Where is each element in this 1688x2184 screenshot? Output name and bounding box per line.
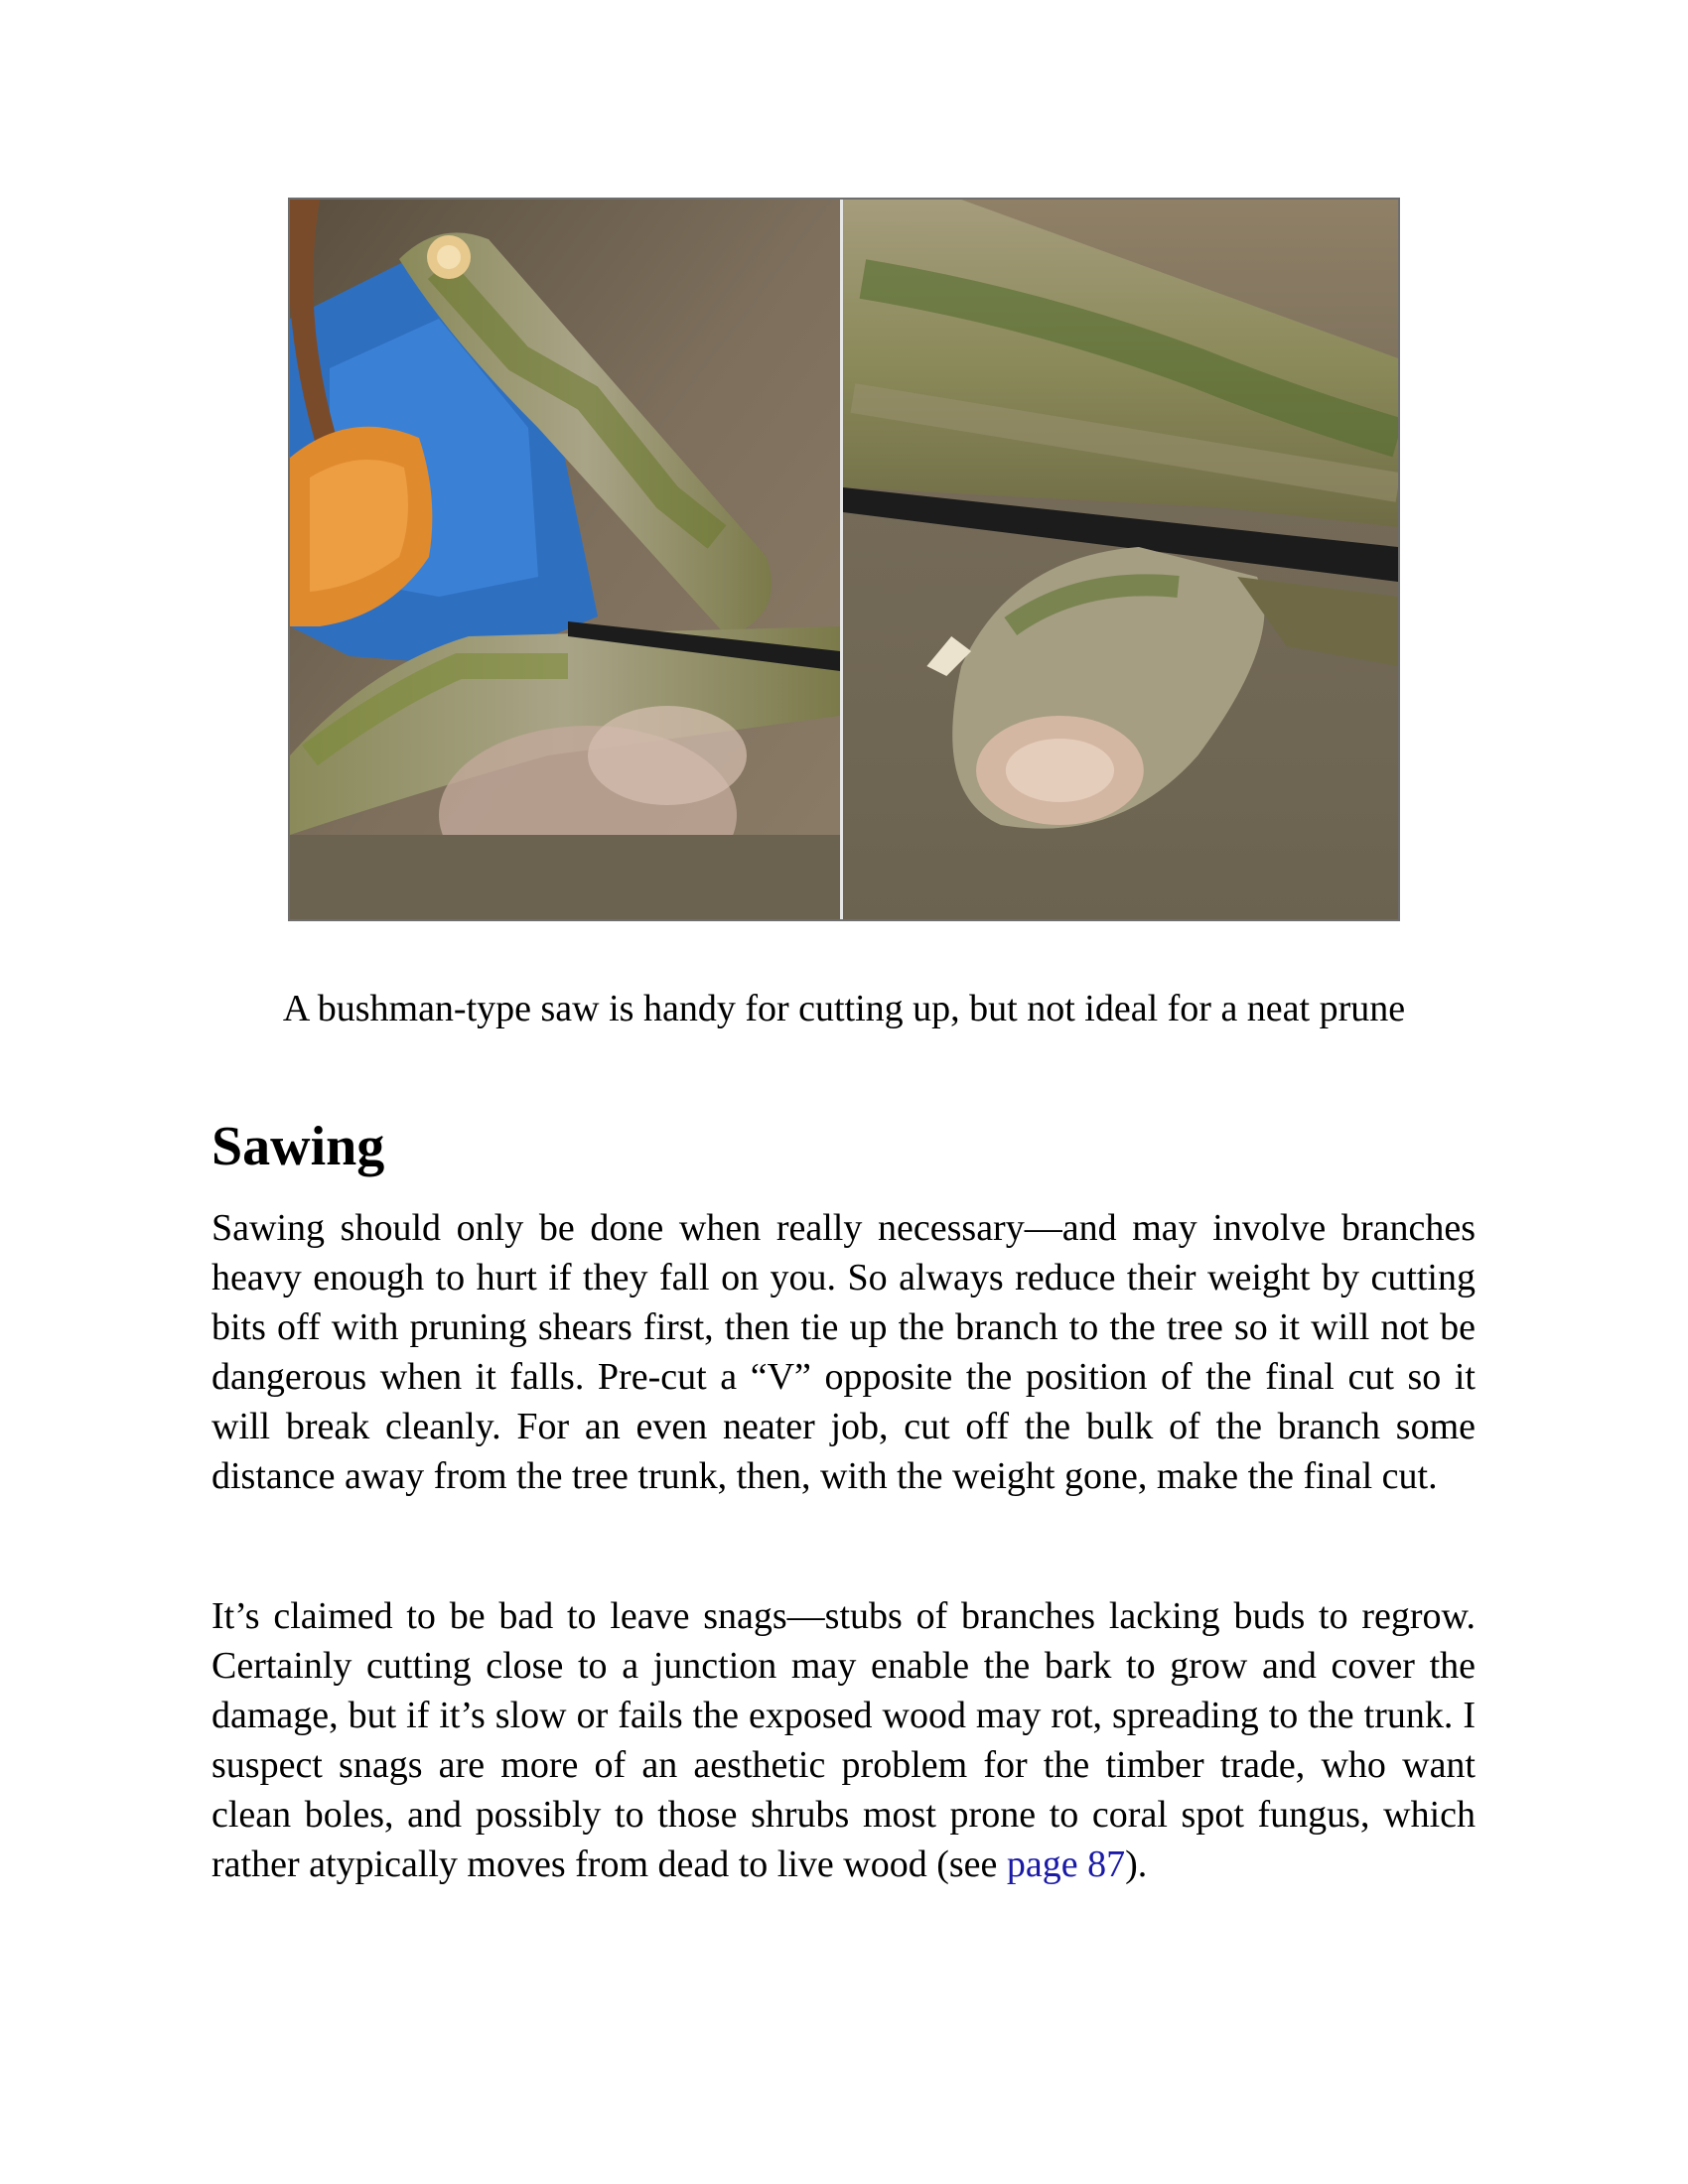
page-87-link[interactable]: page 87 <box>1006 1843 1126 1885</box>
paragraph-2 <box>211 1591 1476 1889</box>
photo-cut-branch <box>843 200 1398 919</box>
photo-cut-branch-image <box>843 200 1398 919</box>
photo-sawing-hand <box>290 200 843 919</box>
figure-photos <box>288 198 1400 921</box>
photo-sawing-hand-image <box>290 200 840 919</box>
paragraph-2-end: ). <box>1125 1843 1148 1885</box>
section-heading: Sawing <box>211 1116 385 1177</box>
paragraph-1: Sawing should only be done when really necessary—and may involve branches heavy enough to hurt if they fall on you. So always reduce their weight by cutting bits off with pruning shears first, then tie up the branch to the tree so it will not be dangerous when it falls. Pre-cut a “V” opposite the position of the final cut so it will break cleanly. For an even neater job, cut off the bulk of the branch some distance away from the tree trunk, then, with the weight gone, make the final cut. <box>211 1207 1476 1497</box>
paragraph-2-text: It’s claimed to be bad to leave snags—stubs of branches lacking buds to regrow. Certainly cutting close to a junction may enable the bark to grow and cover the damage, but if it’s slow or fails the exposed wood may rot, spreading to the trunk. I suspect snags are more of an aesthetic problem for the timber trade, who want clean boles, and possibly to those shrubs most prone to coral spot fungus, which rather atypically moves from dead to live wood (see <box>211 1595 1476 1885</box>
figure-caption: A bushman-type saw is handy for cutting up, but not ideal for a neat prune <box>282 988 1406 1029</box>
